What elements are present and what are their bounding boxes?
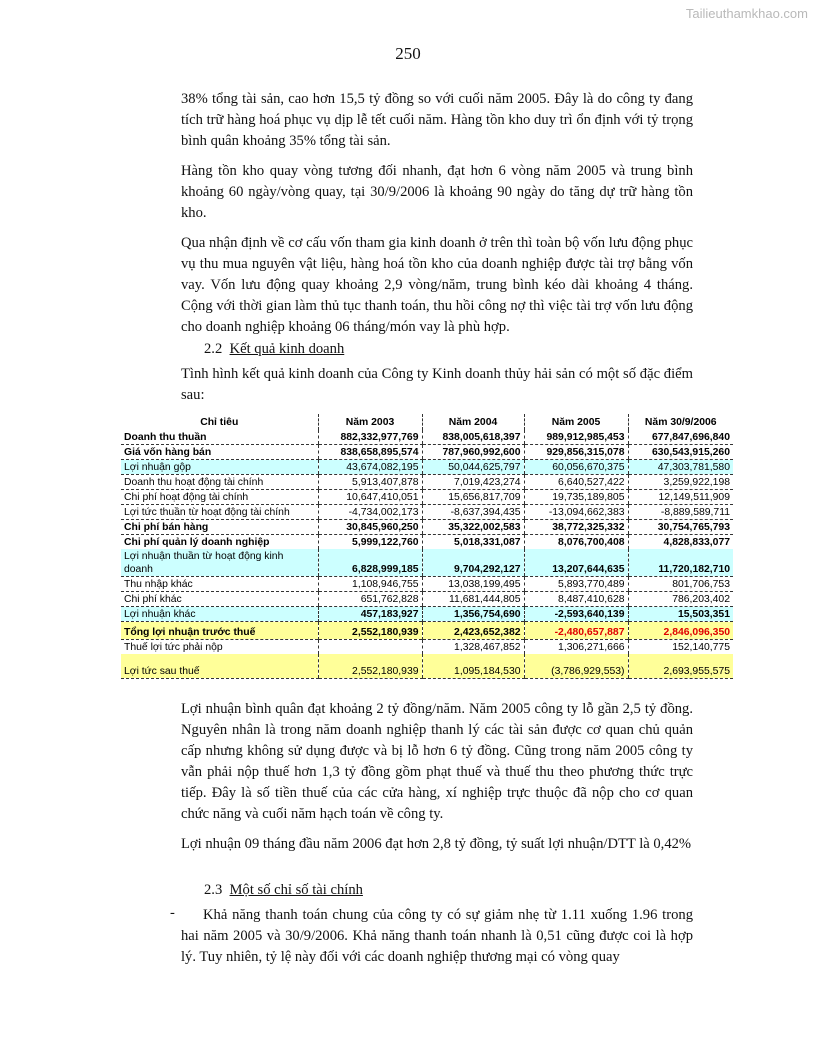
cell: -13,094,662,383	[524, 505, 628, 520]
cell: 838,005,618,397	[422, 430, 524, 445]
section-number: 2.2	[204, 341, 223, 357]
cell: 677,847,696,840	[628, 430, 733, 445]
table-row	[121, 520, 733, 535]
row-label: Lợi nhuận khác	[121, 607, 318, 622]
cell: 15,656,817,709	[422, 490, 524, 505]
cell: 801,706,753	[628, 577, 733, 592]
table-row	[121, 654, 733, 679]
table-row	[121, 535, 733, 550]
table-row	[121, 549, 733, 577]
paragraph: Lợi nhuận 09 tháng đầu năm 2006 đạt hơn 2,8 tỷ đồng, tỷ suất lợi nhuận/DTT là 0,42%	[181, 836, 692, 852]
cell: 651,762,828	[318, 592, 422, 607]
cell: 989,912,985,453	[524, 430, 628, 445]
row-label: Lợi nhuận gộp	[121, 460, 318, 475]
cell: 7,019,423,274	[422, 475, 524, 490]
cell: -2,593,640,139	[524, 607, 628, 622]
cell: 30,754,765,793	[628, 520, 733, 535]
cell: 152,140,775	[628, 640, 733, 655]
cell: 13,207,644,635	[524, 549, 628, 577]
row-label: Lợi tức sau thuế	[121, 654, 318, 679]
cell: -8,889,589,711	[628, 505, 733, 520]
section-intro	[181, 364, 693, 415]
page-number: 250	[395, 44, 421, 63]
cell: (3,786,929,553)	[524, 654, 628, 679]
cell: 19,735,189,805	[524, 490, 628, 505]
column-header: Chỉ tiêu	[200, 416, 239, 428]
cell: 5,893,770,489	[524, 577, 628, 592]
section-title: Kết quả kinh doanh	[229, 341, 345, 357]
cell: 2,846,096,350	[628, 622, 733, 640]
column-header: Năm 30/9/2006	[628, 414, 733, 430]
financial-results-table	[121, 414, 733, 679]
cell: 8,487,410,628	[524, 592, 628, 607]
cell	[318, 640, 422, 655]
cell: 38,772,325,332	[524, 520, 628, 535]
cell: 5,913,407,878	[318, 475, 422, 490]
table-row	[121, 475, 733, 490]
intro-paragraphs	[181, 89, 693, 347]
cell: 10,647,410,051	[318, 490, 422, 505]
row-label: Thu nhập khác	[121, 577, 318, 592]
row-label: Chi phí bán hàng	[121, 520, 318, 535]
cell: 786,203,402	[628, 592, 733, 607]
row-label: Chi phí khác	[121, 592, 318, 607]
watermark: Tailieuthamkhao.com	[685, 6, 808, 21]
cell: 4,828,833,077	[628, 535, 733, 550]
row-label: Doanh thu hoạt động tài chính	[121, 475, 318, 490]
cell: -4,734,002,173	[318, 505, 422, 520]
cell: 50,044,625,797	[422, 460, 524, 475]
row-label: Giá vốn hàng bán	[121, 445, 318, 460]
section-title: Một số chỉ số tài chính	[229, 882, 363, 898]
paragraph: Tình hình kết quả kinh doanh của Công ty Kinh doanh thủy hải sản có một số đặc điểm sau:	[181, 366, 693, 403]
cell: 47,303,781,580	[628, 460, 733, 475]
section-heading-2-2	[204, 341, 344, 358]
cell: 3,259,922,198	[628, 475, 733, 490]
cell: 12,149,511,909	[628, 490, 733, 505]
row-label: Tổng lợi nhuận trước thuế	[121, 622, 318, 640]
cell: 11,720,182,710	[628, 549, 733, 577]
cell: 2,552,180,939	[318, 654, 422, 679]
cell: 6,828,999,185	[318, 549, 422, 577]
cell: 30,845,960,250	[318, 520, 422, 535]
table-row	[121, 607, 733, 622]
table-row	[121, 445, 733, 460]
bullet-dash: -	[170, 905, 175, 921]
table-row	[121, 430, 733, 445]
cell: 13,038,199,495	[422, 577, 524, 592]
row-label: Lợi tức thuần từ hoạt động tài chính	[121, 505, 318, 520]
column-header: Năm 2003	[318, 414, 422, 430]
cell: 11,681,444,805	[422, 592, 524, 607]
cell: 2,552,180,939	[318, 622, 422, 640]
cell: 838,658,895,574	[318, 445, 422, 460]
row-label: Chi phí quản lý doanh nghiệp	[124, 536, 270, 548]
row-label: Lợi nhuận thuần từ hoạt động kinh doanh	[121, 549, 318, 577]
table-row	[121, 490, 733, 505]
cell: 882,332,977,769	[318, 430, 422, 445]
analysis-paragraphs	[181, 699, 693, 864]
paragraph: Qua nhận định về cơ cấu vốn tham gia kinh doanh ở trên thì toàn bộ vốn lưu động phục vụ thu mua nguyên vật liệu, hàng hoá tồn kho của doanh nghiệp được tài trợ bằng vốn vay. Vốn lưu động quay khoảng 2,9 vòng/năm, trung bình kéo dài khoảng 4 tháng. Cộng với thời gian làm thủ tục thanh toán, thu hồi công nợ thì việc tài trợ vốn lưu động cho doanh nghiệp khoảng 06 tháng/món vay là phù hợp.	[181, 235, 693, 335]
cell: -8,637,394,435	[422, 505, 524, 520]
cell: 2,693,955,575	[628, 654, 733, 679]
table-row	[121, 460, 733, 475]
cell: 457,183,927	[318, 607, 422, 622]
paragraph: Lợi nhuận bình quân đạt khoảng 2 tỷ đồng/năm. Năm 2005 công ty lỗ gần 2,5 tỷ đồng. Nguyên nhân là trong năm doanh nghiệp thanh lý các tài sản được cơ quan chủ quản cấp nhưng không sử dụng được và bị lỗ hơn 6 tỷ đồng. Cũng trong năm 2005 công ty vẫn phải nộp thuế hơn 1,3 tỷ đồng gồm phạt thuế và thuế thu theo phương thức trực tiếp. Đây là số tiền thuế của các cửa hàng, xí nghiệp trực thuộc đã nộp cho cơ quan chức năng và cuối năm hạch toán về công ty.	[181, 701, 693, 822]
column-header: Năm 2004	[422, 414, 524, 430]
cell: 1,306,271,666	[524, 640, 628, 655]
cell: 1,095,184,530	[422, 654, 524, 679]
cell: 1,356,754,690	[422, 607, 524, 622]
column-header: Năm 2005	[524, 414, 628, 430]
table-row	[121, 592, 733, 607]
paragraph: Khả năng thanh toán chung của công ty có sự giảm nhẹ từ 1.11 xuống 1.96 trong hai năm 2005 và 30/9/2006. Khả năng thanh toán nhanh là 0,51 cũng được coi là hợp lý. Tuy nhiên, tỷ lệ này đối với các doanh nghiệp thương mại có vòng quay	[181, 907, 693, 965]
cell: 929,856,315,078	[524, 445, 628, 460]
paragraph: 38% tổng tài sản, cao hơn 15,5 tỷ đồng so với cuối năm 2005. Đây là do công ty đang tích trữ hàng hoá phục vụ dịp lễ tết cuối năm. Hàng tồn kho duy trì ổn định với tỷ trọng bình quân khoảng 35% tổng tài sản.	[181, 91, 693, 149]
bullet-paragraph	[181, 905, 693, 977]
cell: 60,056,670,375	[524, 460, 628, 475]
table-row	[121, 640, 733, 655]
cell: 5,018,331,087	[422, 535, 524, 550]
cell: 787,960,992,600	[422, 445, 524, 460]
cell: 5,999,122,760	[318, 535, 422, 550]
table-row	[121, 577, 733, 592]
cell: 1,108,946,755	[318, 577, 422, 592]
cell: 43,674,082,195	[318, 460, 422, 475]
cell: -2,480,657,887	[524, 622, 628, 640]
row-label: Thuế lợi tức phải nộp	[121, 640, 318, 655]
cell: 630,543,915,260	[628, 445, 733, 460]
section-heading-2-3	[204, 882, 363, 899]
row-label: Chi phí hoạt động tài chính	[121, 490, 318, 505]
cell: 6,640,527,422	[524, 475, 628, 490]
cell: 1,328,467,852	[422, 640, 524, 655]
row-label: Doanh thu thuần	[121, 430, 318, 445]
table-row	[121, 505, 733, 520]
cell: 15,503,351	[628, 607, 733, 622]
cell: 2,423,652,382	[422, 622, 524, 640]
paragraph: Hàng tồn kho quay vòng tương đối nhanh, đạt hơn 6 vòng năm 2005 và trung bình khoảng 60 ngày/vòng quay, tại 30/9/2006 là khoảng 90 ngày do tăng dự trữ hàng tồn kho.	[181, 163, 693, 221]
cell: 9,704,292,127	[422, 549, 524, 577]
section-number: 2.3	[204, 882, 223, 898]
cell: 8,076,700,408	[524, 535, 628, 550]
cell: 35,322,002,583	[422, 520, 524, 535]
table-row	[121, 622, 733, 640]
